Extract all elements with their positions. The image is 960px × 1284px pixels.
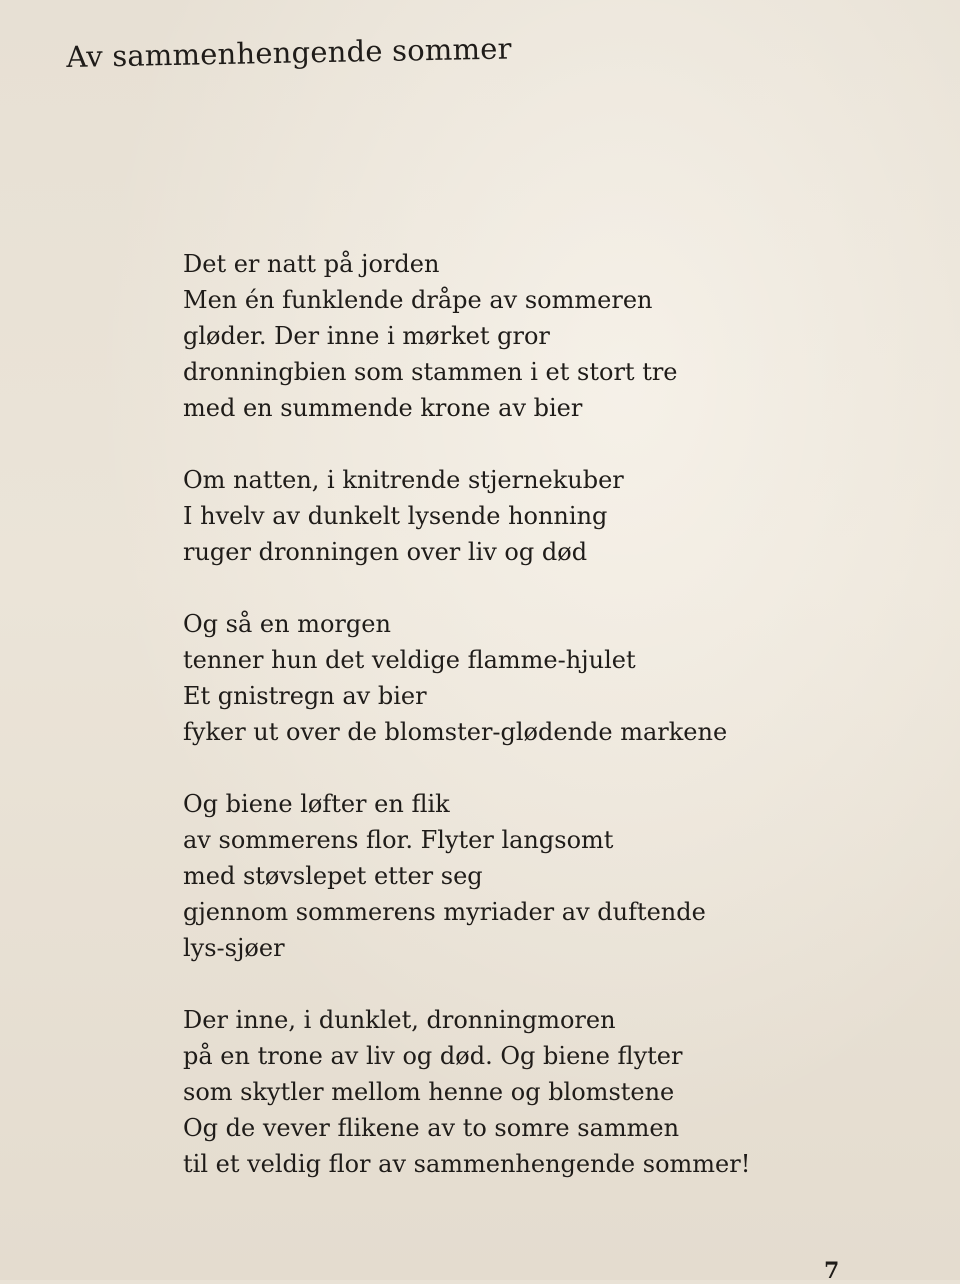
poem-line: på en trone av liv og død. Og biene flyter [183,1042,683,1070]
poem-line: Der inne, i dunklet, dronningmoren [183,1006,616,1034]
poem-line: av sommerens flor. Flyter langsomt [183,826,614,854]
stanza [183,786,863,966]
poem-line: ruger dronningen over liv og død [183,538,588,566]
stanza [183,606,863,750]
poem-line: Og biene løfter en flik [183,790,450,818]
poem-title: Av sammenhengende sommer [66,31,512,74]
poem-line: tenner hun det veldige flamme-hjulet [183,646,636,674]
page-number: 7 [824,1258,840,1284]
poem-line: dronningbien som stammen i et stort tre [183,358,678,386]
poem-line: Og de vever flikene av to somre sammen [183,1114,680,1142]
poem-line: gjennom sommerens myriader av duftende [183,898,706,926]
poem-line: gløder. Der inne i mørket gror [183,322,550,350]
poem-line: til et veldig flor av sammenhengende sommer! [183,1150,751,1178]
poem-line: Men én funklende dråpe av sommeren [183,286,653,314]
poem-line: som skytler mellom henne og blomstene [183,1078,675,1106]
poem-line: Det er natt på jorden [183,250,440,278]
stanza [183,462,863,570]
poem-line: Og så en morgen [183,610,391,638]
poem-line: I hvelv av dunkelt lysende honning [183,502,608,530]
poem-line: fyker ut over de blomster-glødende markene [183,718,728,746]
stanza [183,246,863,426]
poem-line: lys-sjøer [183,934,285,962]
poem-line: med en summende krone av bier [183,394,583,422]
poem-line: Et gnistregn av bier [183,682,427,710]
poem-line: med støvslepet etter seg [183,862,483,890]
poem-line: Om natten, i knitrende stjernekuber [183,466,624,494]
poem-body [183,246,863,1182]
stanza [183,1002,863,1182]
